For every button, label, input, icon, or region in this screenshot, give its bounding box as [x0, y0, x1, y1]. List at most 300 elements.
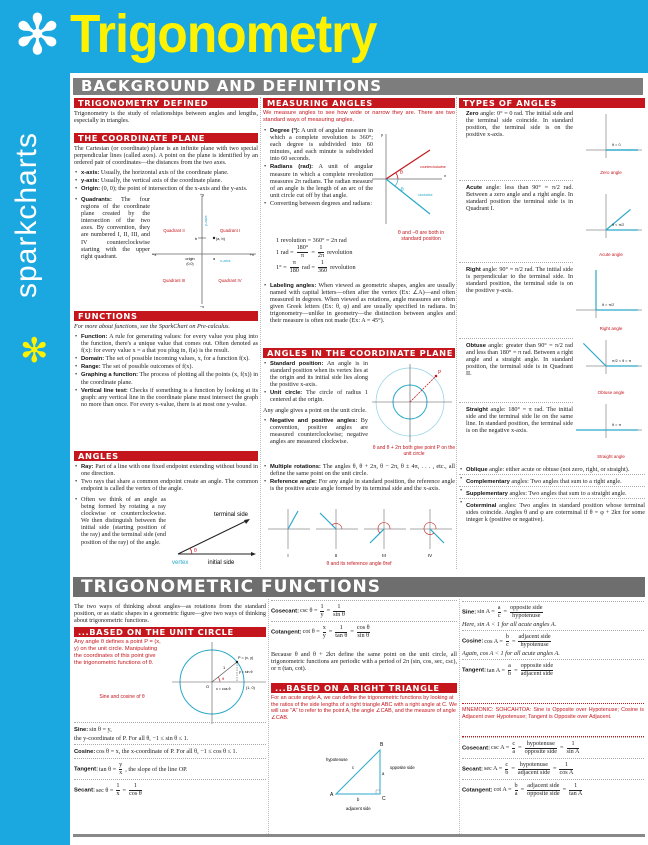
numerator: 1: [129, 783, 142, 791]
list-item: [263, 200, 373, 207]
formula: [74, 762, 266, 776]
fraction: [290, 260, 299, 274]
formula-text: sin A =: [477, 608, 495, 616]
denominator: opposite side: [524, 747, 558, 755]
label-quadrant-ii: II: [334, 553, 338, 558]
label-quadrant-i: I: [287, 553, 289, 558]
numerator: c: [512, 740, 516, 747]
angle-caption: Acute angle: [599, 252, 623, 257]
item-term: Acute: [466, 185, 483, 191]
item-list: [263, 360, 368, 404]
item-text: angle: 180° = π rad. The initial side and the terminal side lie on the same line. In standard position, the terminal side is on the negative x-axis.: [466, 406, 573, 435]
label-b: b: [195, 237, 198, 241]
numerator: opposite side: [520, 662, 554, 670]
heading-unit-circle: ...BASED ON THE UNIT CIRCLE: [74, 627, 266, 637]
item-text: The process of plotting all the points (x, f(x)) in the coordinate plane.: [81, 371, 259, 386]
formula: [271, 625, 457, 639]
angle-diagram: [168, 502, 258, 572]
divider: [456, 97, 457, 569]
list-item: [263, 478, 455, 492]
item-text: Checks if something is a function by looking at its graph: any vertical line in the coordinate plane must intersect the graph no more than once. For every x-value, there is at most one y-value.: [81, 386, 258, 408]
numerator: 1: [319, 244, 323, 252]
item-text: For any angle in standard position, the reference angle is the positive acute angle formed by its terminal side and the x-axis.: [270, 478, 456, 493]
item-text: When viewed as geometric shapes, angles are usually named with capital letters—often after the vertex (Ex: ∠A)—and often measured in degrees. When viewed as rotations, angle measures are often given Greek letters (Ex: θ, φ) and are usually specified in radians. In trigonometry—unlike in geometry—the distinction between angles and their measure is often not made (Ex: A = 45°).: [270, 282, 456, 325]
heading-coordinate-plane: THE COORDINATE PLANE: [74, 133, 258, 143]
definition-row: [271, 600, 457, 621]
fraction: [515, 783, 518, 797]
fraction: [512, 741, 515, 755]
list-item: [74, 196, 150, 260]
item-term: Origin:: [81, 186, 100, 193]
label-quadrant-iv: IV: [427, 553, 433, 558]
fraction: [333, 604, 345, 618]
definition-term: Cotangent:: [462, 787, 493, 794]
numerator: y: [119, 761, 123, 769]
label-clockwise: clockwise: [418, 193, 433, 197]
label-terminal-side: terminal side: [214, 512, 249, 518]
angle-type-item: [459, 402, 573, 434]
item-text: angles: Two angles that sum to a right angle.: [511, 478, 622, 486]
fraction: [335, 625, 347, 639]
formula: [462, 605, 644, 619]
item-text: A rule for generating values: for every value you plug into the function, there's a unique value that comes out. Often denoted as f(x): for every value x = a that you plug in, f(a) is the result.: [81, 333, 258, 355]
numerator: adjacent side: [518, 633, 551, 641]
label-adjacent-side: adjacent side: [346, 806, 371, 811]
item-text: A unit of angular measure in which a complete revolution measures 2π radians. The radian measure of an angle is the length of an arc of the unit circle cut off by that angle.: [270, 163, 373, 199]
item-term: x-axis:: [81, 170, 100, 176]
label-y-axis: y-axis: [203, 215, 208, 226]
asterisk-icon: ✻: [14, 3, 61, 68]
item-list: [74, 463, 258, 492]
label-point: (a, b): [216, 237, 225, 241]
denominator: c: [497, 611, 501, 619]
item-text: A unit of angular measure in which a complete revolution is 360°; each degree is subdivided into 60 minutes, and each minute is subdivided into 60 seconds.: [270, 127, 373, 163]
coordangles-items2: [263, 417, 368, 446]
denominator: hypotenuse: [512, 611, 541, 619]
fraction: [323, 625, 326, 639]
angle-type-item: [459, 110, 573, 138]
item-text: angles: Two angles in standard position whose terminal sides coincide. Angles θ and φ are coterminal if θ = φ + 2kπ for some integer k (positive or negative).: [466, 502, 645, 524]
item-text: angles: Two angles that sum to a straight angle.: [509, 490, 627, 498]
item-term: Graphing a function:: [81, 372, 139, 379]
heading-types-of-angles: TYPES OF ANGLES: [459, 98, 645, 108]
unit-circle-defs: [74, 722, 266, 800]
list-item: [459, 474, 645, 485]
denominator: x: [116, 789, 120, 797]
label-radius: 1: [223, 665, 226, 670]
numerator: 180°: [296, 244, 309, 252]
zero-angle-diagram: [576, 110, 646, 178]
functions-intro: For more about functions, see the SparkChart on Pre-calculus.: [74, 323, 230, 330]
item-text: Often we think of an angle as being formed by rotating a ray clockwise or counterclockwise. We then distinguish between the initial side (starting position of the ray) and the terminal side (end position of the ray) of the angle.: [81, 496, 166, 546]
numerator: π: [290, 260, 299, 268]
fraction: [318, 260, 327, 274]
angle-type-text: [459, 406, 573, 434]
item-term: Zero: [466, 111, 479, 117]
numerator: 1: [567, 741, 580, 749]
denominator: a: [514, 789, 518, 797]
angle-type-item: [459, 338, 573, 377]
definition-note: Again, cos A < 1 for all acute angles A.: [462, 650, 560, 658]
definition-note: the y-coordinate of P. For all θ, −1 ≤ sin θ ≤ 1.: [74, 735, 189, 743]
unit-circle-diagram: [372, 362, 454, 444]
label-a-vertex: A: [330, 792, 334, 798]
angle-type-item: [459, 262, 573, 294]
fraction: [518, 634, 550, 648]
item-term: Quadrants:: [81, 197, 112, 203]
formula: [271, 604, 457, 618]
definition-term: Secant:: [462, 766, 483, 773]
definition-term: Tangent:: [74, 766, 99, 773]
item-text: Converting between degrees and radians:: [270, 199, 373, 207]
formula: [462, 634, 644, 648]
definition-row: [271, 621, 457, 642]
formula-text: cos θ = x, the x-coordinate of P. For all θ, −1 ≤ cos θ ≤ 1.: [96, 748, 238, 756]
definition-term: Cosine:: [462, 638, 484, 645]
conversion-formulas: [275, 236, 385, 275]
angle-caption: Right angle: [599, 326, 623, 331]
item-list: [263, 127, 373, 207]
label-y-sin: y = sin θ: [239, 670, 253, 674]
label-quadrant-iii: III: [382, 553, 386, 558]
denominator: adjacent side: [520, 669, 553, 677]
coordinate-items: [74, 169, 258, 193]
formula-text: sec θ =: [95, 786, 114, 794]
fraction: [505, 762, 508, 776]
definition-term: Tangent:: [462, 667, 487, 674]
fraction: [510, 605, 542, 619]
angles-rotating-item: [74, 496, 166, 547]
numerator: x: [322, 624, 326, 631]
denominator: c: [506, 640, 509, 648]
label-b-vertex: B: [380, 742, 384, 748]
fraction: [116, 783, 119, 797]
formula-text: =: [328, 628, 333, 636]
angle-type-text: [459, 342, 573, 377]
formula-text: cot A =: [493, 786, 512, 794]
formula: [275, 245, 385, 259]
denominator: sin A: [566, 747, 580, 755]
numerator: hypotenuse: [519, 761, 548, 768]
label-minus-x: −x: [152, 252, 157, 257]
item-text: (0, 0); the point of intersection of the x-axis and the y-axis.: [101, 185, 248, 193]
numerator: 1: [320, 603, 324, 610]
label-opposite-side: opposite side: [390, 765, 415, 770]
item-term: Function:: [81, 334, 108, 340]
definition-row: [74, 758, 266, 779]
item-text: angle: less than 90° = π/2 rad. Between a zero angle and a right angle. In standard position the terminal side is in Quadrant I.: [466, 184, 574, 213]
heading-measuring-angles: MEASURING ANGLES: [263, 98, 455, 108]
label-b: b: [357, 797, 360, 802]
reference-quadrant-3: [364, 509, 406, 549]
right-triangle-text: For an acute angle A, we can define the trigonometric functions by looking at the ratios of the side lengths of a right triangle ABC with a right angle at C. We will use "A" to refer to the point A, the angle ∠CAB, and the measure of angle ∠CAB.: [271, 695, 457, 721]
label-one-zero: (1, 0): [246, 686, 255, 690]
formula: [462, 741, 644, 755]
item-text: The four regions of the coordinate plane created by the intersection of the two axes. By convention, they are numbered I, II, III, and IV counterclockwise starting with the upper right quadrant.: [81, 196, 150, 260]
item-term: Labeling angles:: [270, 283, 317, 289]
label-y: y: [381, 132, 383, 137]
angle-type-text: [459, 110, 573, 138]
formula-text: =: [350, 628, 354, 636]
definition-term: Sine:: [74, 727, 89, 733]
angle-types-more: [459, 466, 645, 525]
acute-angle-diagram: [576, 180, 646, 260]
denominator: adjacent side: [517, 768, 550, 776]
definition-row: [462, 601, 644, 630]
numerator: 1: [569, 783, 582, 791]
coordangles-items: [263, 360, 368, 405]
triangle-defs-2: [462, 736, 644, 800]
unit-circle-text: Any angle θ defines a point P = (x, y) on the unit circle. Manipulating the coordinates of this point give the trigonometric functions of θ.: [74, 639, 161, 667]
item-term: Supplementary: [466, 491, 508, 498]
item-term: Domain:: [81, 356, 105, 363]
fraction: [318, 245, 324, 259]
formula-text: csc A =: [491, 744, 510, 752]
right-triangle-diagram: [320, 735, 450, 815]
divider: [260, 97, 261, 569]
formula: [462, 783, 644, 797]
brand-logo: sparkcharts: [10, 131, 43, 299]
list-item: [74, 387, 258, 408]
denominator: 2π: [317, 251, 325, 259]
numerator: adjacent side: [527, 782, 560, 789]
definition-row: [74, 744, 266, 758]
item-term: Unit circle:: [270, 390, 303, 397]
formula-text: =: [520, 786, 525, 794]
label-negative-theta: −θ: [398, 187, 404, 193]
numerator: 1: [333, 604, 345, 612]
label-a: a: [382, 771, 385, 776]
item-text: angle: 0° = 0 rad. The initial side and the terminal side coincide. In standard position, the terminal side is on the positive x-axis.: [466, 110, 574, 139]
angle-caption: Obtuse angle: [597, 390, 625, 395]
definition-note: Here, sin A < 1 for all acute angles A.: [462, 621, 557, 628]
heading-functions: FUNCTIONS: [74, 311, 258, 321]
item-term: Vertical line test:: [81, 387, 128, 394]
definition-term: Cosecant:: [462, 745, 491, 752]
item-term: Coterminal: [466, 503, 497, 510]
formula-text: 1 rad =: [276, 248, 294, 256]
formula-text: =: [514, 666, 518, 674]
numerator: a: [497, 604, 501, 611]
measuring-intro: We measure angles to see how wide or narrow they are. There are two standard ways of measuring angles.: [263, 110, 455, 124]
list-item: [74, 496, 166, 546]
section-trig-functions: TRIGONOMETRIC FUNCTIONS: [73, 577, 645, 597]
item-text: The circle of radius 1 centered at the origin.: [270, 389, 368, 404]
item-term: y-axis:: [81, 178, 100, 185]
denominator: π: [300, 251, 305, 259]
list-item: [263, 417, 368, 445]
definition-term: Secant:: [74, 787, 95, 794]
fraction: [567, 741, 580, 755]
numerator: cos θ: [356, 624, 370, 631]
list-item: [74, 463, 258, 477]
label-plus-y: +y: [199, 192, 205, 197]
measuring-angles-diagram: [372, 128, 456, 228]
obtuse-angle-diagram: [576, 338, 646, 398]
label-quadrant-2: Quadrant II: [163, 228, 185, 233]
formula-text: =: [518, 744, 522, 752]
heading-angles: ANGLES: [74, 451, 258, 461]
angle-label: θ = π: [612, 423, 622, 427]
angles-items: [74, 463, 258, 493]
formula-text: =: [562, 786, 567, 794]
numerator: a: [508, 662, 511, 670]
denominator: b: [505, 768, 509, 776]
reference-angle-caption: θ and its reference angle θref: [326, 561, 392, 567]
unit-circle-caption: θ and θ + 2π both give point P on the unit circle: [372, 445, 456, 457]
fraction: [506, 634, 509, 648]
section-background: BACKGROUND AND DEFINITIONS: [73, 78, 643, 95]
label-theta: θ: [222, 676, 225, 681]
coordangles-any: Any angle gives a point on the unit circle.: [263, 407, 367, 414]
formula: [74, 783, 266, 797]
fraction: [559, 762, 573, 776]
formula-text: sin θ = y,: [89, 726, 112, 733]
formula-text: , the slope of the line OP.: [125, 765, 188, 773]
measuring-caption: θ and −θ are both in standard position: [397, 230, 445, 242]
label-c-vertex: C: [382, 796, 386, 802]
item-list: [459, 466, 645, 524]
heading-trig-defined: TRIGONOMETRY DEFINED: [74, 98, 258, 108]
formula: [462, 762, 644, 776]
definition-row: [74, 779, 266, 800]
denominator: tan θ: [335, 631, 348, 639]
label-theta: θ: [400, 170, 403, 176]
mnemonic: MNEMONIC: SOHCAHTOA: Sine is Opposite over Hypotenuse; Cosine is Adjacent over Hypotenuse; Tangent is Opposite over Adjacent.: [462, 703, 644, 720]
reference-quadrant-2: [316, 509, 358, 549]
coordinate-plane-diagram: [150, 192, 258, 308]
heading-right-triangle: ...BASED ON A RIGHT TRIANGLE: [271, 683, 457, 693]
label-counterclockwise: counterclockwise: [420, 165, 446, 169]
item-text: angle: greater than 90° = π/2 rad and less than 180° = π rad. Between a right angle and a straight angle. In standard position, the terminal side is in Quadrant II.: [466, 342, 573, 378]
item-term: Radians (rad):: [270, 164, 314, 171]
item-term: Right: [466, 267, 481, 273]
angle-label: π/2 < θ < π: [612, 359, 632, 363]
list-item: [459, 486, 645, 497]
numerator: 1: [116, 782, 120, 790]
item-text: angle: 90° = π/2 rad. The initial side is perpendicular to the terminal side. In standard position, the terminal side is on the positive y-axis.: [466, 266, 573, 295]
divider: [268, 599, 269, 834]
item-text: The set of possible outcomes of f(x).: [102, 363, 193, 371]
list-item: [74, 478, 258, 492]
label-quadrant-3: Quadrant III: [162, 278, 186, 283]
trig-intro: The two ways of thinking about angles—as rotations from the standard position, or as static shapes in a geometric figure—give two ways of thinking about trigonometric functions.: [74, 603, 266, 625]
formula: [462, 663, 644, 677]
item-text: Usually, the horizontal axis of the coordinate plane.: [100, 169, 229, 176]
right-angle-diagram: [576, 262, 646, 334]
fraction: [357, 625, 370, 639]
item-text: The set of possible incoming values, x, for a function f(x).: [105, 355, 250, 363]
formula-text: =: [552, 765, 557, 773]
angle-caption: Straight angle: [597, 454, 625, 459]
fraction: [508, 663, 511, 677]
formula-text: tan θ =: [99, 765, 117, 773]
angle-label: θ = π/2: [602, 303, 615, 307]
item-list: [263, 417, 368, 445]
formula-text: revolution: [327, 248, 353, 256]
list-item: [74, 371, 258, 385]
definition-row: [462, 758, 644, 779]
list-item: [459, 466, 645, 473]
item-term: Reference angle:: [270, 479, 317, 486]
formula: [74, 726, 266, 733]
formula: [275, 260, 385, 274]
label-point-p: P = (x, y): [238, 656, 254, 660]
fraction: [297, 245, 309, 259]
list-item: [263, 389, 368, 403]
definition-row: [462, 737, 644, 758]
definition-term: Cosine:: [74, 749, 96, 756]
unit-circle-defs-2: [271, 600, 457, 642]
list-item: [263, 163, 373, 198]
trig-defined-text: Trigonometry is the study of relationships between angles and lengths, especially in triangles.: [74, 110, 258, 125]
labeling-item: [263, 282, 455, 326]
item-text: An angle is in standard position when its vertex lies at the origin and its initial side lies along the positive x-axis.: [270, 360, 368, 389]
fraction: [527, 783, 559, 797]
numerator: c: [505, 761, 509, 768]
brand-asterisk-icon: ✻: [20, 331, 49, 371]
page-title: Trigonometry: [70, 4, 377, 64]
label-vertex: vertex: [172, 560, 189, 566]
fraction: [525, 741, 557, 755]
item-term: Degree (°):: [270, 128, 300, 134]
formula-text: =: [311, 248, 315, 256]
denominator: tan A: [569, 789, 583, 797]
numerator: 1: [559, 762, 573, 770]
list-item: [74, 333, 258, 354]
fraction: [569, 783, 582, 797]
angle-caption: Zero angle: [600, 170, 622, 175]
reference-angle-diagrams: [266, 505, 454, 559]
formula: [275, 237, 385, 244]
item-list: [74, 333, 258, 408]
label-minus-y: −y: [199, 304, 205, 308]
list-item: [263, 463, 455, 477]
definition-term: Cosecant:: [271, 608, 300, 615]
definition-term: Sine:: [462, 609, 477, 616]
item-text: Two rays that share a common endpoint create an angle. The common endpoint is called the vertex of the angle.: [81, 478, 258, 493]
angle-label: θ < π/2: [612, 223, 625, 227]
item-term: Oblique: [466, 467, 488, 473]
fraction: [521, 663, 553, 677]
definition-row: [462, 779, 644, 800]
fraction: [129, 783, 142, 797]
denominator: cos θ: [129, 789, 142, 797]
angle-type-text: [459, 184, 573, 212]
label-x-cos: x = cos θ: [216, 687, 231, 691]
denominator: opposite side: [527, 789, 560, 797]
angle-type-item: [459, 180, 573, 212]
fraction: [119, 762, 122, 776]
formula-text: cos A =: [484, 637, 503, 645]
denominator: sin θ: [357, 631, 370, 639]
list-item: [263, 127, 373, 162]
sine-cosine-caption: Sine and cosine of θ: [99, 694, 145, 700]
definition-row: [462, 659, 644, 680]
formula-text: =: [326, 607, 331, 615]
formula-text: 1° =: [276, 263, 287, 271]
list-item: [263, 282, 455, 325]
angle-label: θ = 0: [612, 143, 621, 147]
item-term: Range:: [81, 364, 101, 371]
label-origin: O: [206, 684, 210, 689]
label-plus-x: +x: [249, 252, 254, 257]
numerator: b: [514, 782, 518, 789]
denominator: y: [322, 631, 326, 639]
formula-text: =: [560, 744, 564, 752]
angle-type-text: [459, 266, 573, 294]
label-point-p: P: [438, 370, 442, 376]
